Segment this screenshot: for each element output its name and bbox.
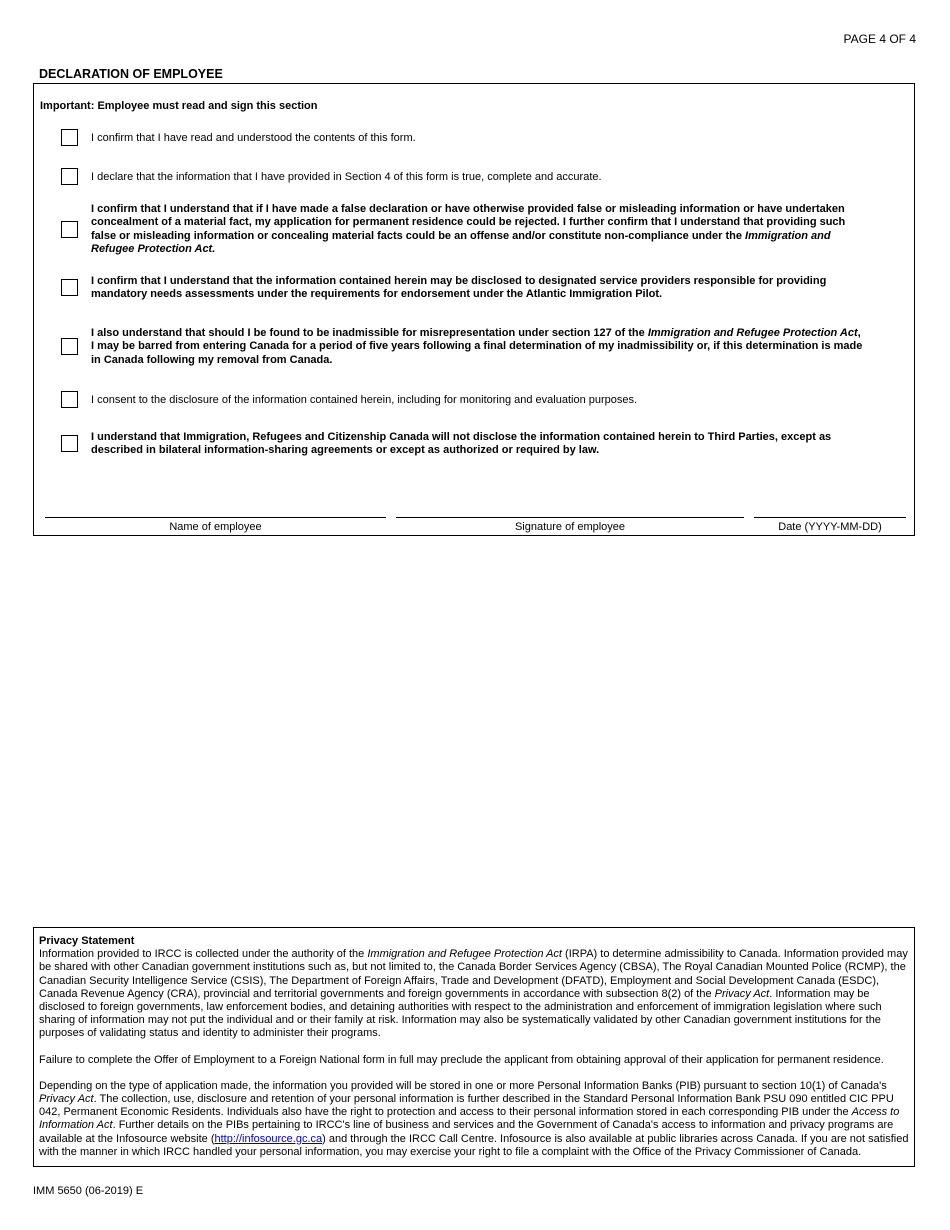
privacy-paragraph-3: [39, 1080, 909, 1159]
declaration-act-5: Immigration and Refugee Protection Act: [647, 327, 858, 339]
declaration-text-3a: I confirm that I understand that if I have made a false declaration or have otherwise provided false or misleading information or have undertaken concealment of a material fact, my application for permanent residence could be rejected. I further confirm that I understand that providing such false or misleading information or concealing material facts could be an offense and/or constitute non-compliance under the: [91, 203, 846, 242]
privacy-p3-privacy-act: Privacy Act: [39, 1093, 94, 1106]
signature-of-employee-label: Signature of employee: [514, 521, 626, 533]
privacy-p1-b: (IRPA) to determine admissibility to Canada. Information provided may be shared with other Canadian government institutions such as, but not limited to, the Canada Border Services Agency (CBSA), The Royal Canadian Mounted Police (RCMP), the Canadian Security Intelligence Service (CSIS), The Department of Foreign Affairs, Trade and Development (DFATD), Employment and Social Development Canada (ESDC), Canada Revenue Agency (CRA), provincial and territorial governments and foreign governments in accordance with subsection 8(2) of the: [39, 948, 908, 1000]
declaration-checkbox-2[interactable]: [61, 168, 78, 185]
signature-line[interactable]: [396, 517, 744, 518]
name-of-employee-label: Name of employee: [169, 521, 262, 533]
section-title: DECLARATION OF EMPLOYEE: [39, 67, 223, 81]
privacy-p1-privacy-act: Privacy Act: [714, 987, 770, 1000]
declaration-act-3: Immigration and Refugee Protection Act.: [91, 229, 831, 255]
privacy-statement-box: [33, 927, 915, 1167]
declaration-text-3: [91, 203, 866, 256]
privacy-p1-act: Immigration and Refugee Protection Act: [367, 948, 562, 961]
declaration-text-1: I confirm that I have read and understood the contents of this form.: [91, 132, 416, 144]
declaration-checkbox-4[interactable]: [61, 279, 78, 296]
privacy-p1-c: . Information may be disclosed to foreign governments, law enforcement bodies, and detaining authorities with respect to the administration and enforcement of immigration legislation where such sharing of information may not put the individual and or their family at risk. Information may also be systematically validated by other Canadian government institutions for the purposes of validating status and identity to administer their programs.: [39, 987, 882, 1040]
page-number: PAGE 4 OF 4: [843, 32, 916, 46]
declaration-text-2: I declare that the information that I have provided in Section 4 of this form is true, complete and accurate.: [91, 171, 602, 183]
privacy-p3-ati-act: Access to Information Act: [39, 1106, 900, 1132]
privacy-p3-c: . Further details on the PIBs pertaining to IRCC's line of business and services and the Government of Canada's access to information and privacy programs are available at the Infosource website (: [39, 1119, 894, 1145]
date-signature-line[interactable]: [754, 517, 906, 518]
declaration-checkbox-1[interactable]: [61, 129, 78, 146]
privacy-paragraph-1: [39, 948, 909, 1040]
name-signature-line[interactable]: [45, 517, 386, 518]
infosource-link[interactable]: http://infosource.gc.ca: [214, 1132, 323, 1145]
declaration-checkbox-6[interactable]: [61, 391, 78, 408]
form-id: IMM 5650 (06-2019) E: [33, 1185, 144, 1197]
declaration-text-5a: I also understand that should I be found to be inadmissible for misrepresentation under section 127 of the: [91, 327, 648, 339]
important-note: Important: Employee must read and sign this section: [40, 100, 318, 112]
declaration-text-7: I understand that Immigration, Refugees and Citizenship Canada will not disclose the information contained herein to Third Parties, except as described in bilateral information-sharing agreements or except as authorized or required by law.: [91, 431, 832, 457]
declaration-text-5b: , I may be barred from entering Canada for a period of five years following a final determination of my inadmissibility or, if this determination is made in Canada following my removal from Canada.: [91, 327, 863, 366]
declaration-checkbox-5[interactable]: [61, 338, 78, 355]
declaration-checkbox-3[interactable]: [61, 221, 78, 238]
declaration-text-6: I consent to the disclosure of the information contained herein, including for monitoring and evaluation purposes.: [91, 394, 638, 406]
privacy-title: Privacy Statement: [39, 935, 135, 947]
declaration-text-5: [91, 327, 866, 367]
declaration-checkbox-7[interactable]: [61, 435, 78, 452]
privacy-p3-d: ) and through the IRCC Call Centre. Infosource is also available at public libraries across Canada. If you are not satisfied with the manner in which IRCC handled your personal information, you may exercise your right to file a complaint with the Office of the Privacy Commissioner of Canada.: [39, 1132, 909, 1158]
privacy-p3-b: . The collection, use, disclosure and retention of your personal information is further described in the Standard Personal Information Bank PSU 090 entitled CIC PPU 042, Permanent Economic Residents. Individuals also have the right to protection and access to their personal information stored in each corresponding PIB under the: [39, 1093, 894, 1119]
privacy-p1-a: Information provided to IRCC is collected under the authority of the: [39, 948, 368, 961]
declaration-box: [33, 83, 915, 536]
declaration-text-4: I confirm that I understand that the information contained herein may be disclosed to designated service providers responsible for providing mandatory needs assessments under the requirements for endorsement under the Atlantic Immigration Pilot.: [91, 275, 827, 301]
privacy-paragraph-2: Failure to complete the Offer of Employment to a Foreign National form in full may preclude the applicant from obtaining approval of their application for permanent residence.: [39, 1053, 884, 1066]
privacy-p3-a: Depending on the type of application made, the information you provided will be stored in one or more Personal Information Banks (PIB) pursuant to section 10(1) of Canada's: [39, 1079, 887, 1092]
date-label: Date (YYYY-MM-DD): [778, 521, 882, 533]
